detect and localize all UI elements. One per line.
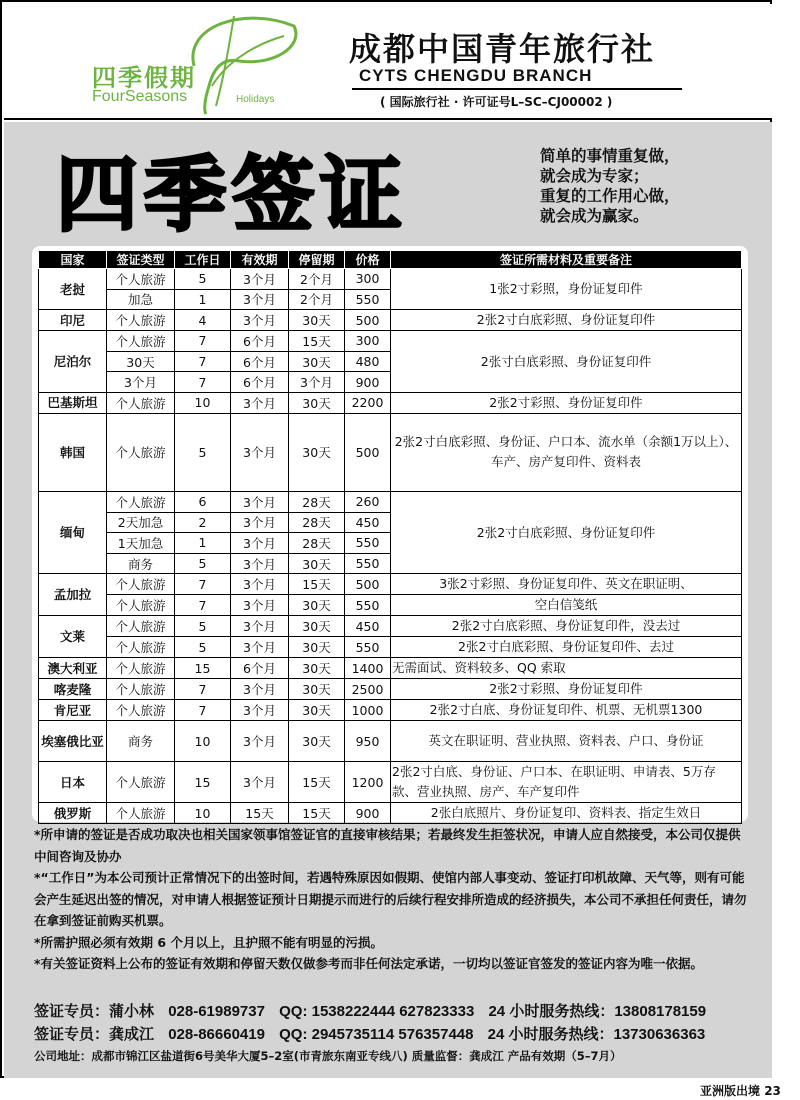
visa-valid-cell: 3个月	[231, 553, 289, 574]
note-item: *“工作日”为本公司预计正常情况下的出签时间，若遇特殊原因如假期、使馆内部人事变动、签证打印机故障、天气等，则有可能会产生延迟出签的情况，对申请人根据签证预计日期提示而进行的后续行程安排所造成的经济损失，本公司不承担任何责任，请勿在拿到签证前购买机票。	[34, 870, 747, 928]
visa-type-cell: 3个月	[107, 372, 175, 393]
contact-hotline[interactable]: 24 小时服务热线：13730636363	[487, 1026, 706, 1043]
visa-type-cell: 个人旅游	[107, 679, 175, 700]
visa-valid-cell: 3个月	[231, 289, 289, 310]
visa-type-cell: 30天	[107, 351, 175, 372]
visa-stay-cell: 30天	[289, 700, 345, 721]
visa-stay-cell: 3个月	[289, 372, 345, 393]
note-item: *所需护照必须有效期 6 个月以上，且护照不能有明显的污损。	[34, 934, 383, 950]
visa-days-cell: 7	[175, 574, 231, 595]
visa-days-cell: 5	[175, 269, 231, 290]
visa-days-cell: 10	[175, 803, 231, 824]
country-cell: 韩国	[39, 413, 107, 491]
visa-stay-cell: 30天	[289, 658, 345, 679]
country-cell: 埃塞俄比亚	[39, 721, 107, 762]
column-header: 价格	[345, 251, 391, 269]
visa-valid-cell: 3个月	[231, 616, 289, 637]
visa-type-cell: 个人旅游	[107, 331, 175, 352]
logo-holidays-text: Holidays	[236, 94, 275, 105]
contact-phone[interactable]: 028-61989737	[168, 1003, 265, 1020]
column-header: 签证所需材料及重要备注	[391, 251, 742, 269]
visa-days-cell: 7	[175, 331, 231, 352]
contact-line	[34, 1023, 750, 1046]
requirements-cell: 2张2寸白底彩照、身份证复印件、去过	[391, 637, 742, 658]
visa-valid-cell: 6个月	[231, 658, 289, 679]
visa-type-cell: 个人旅游	[107, 700, 175, 721]
column-header: 国家	[39, 251, 107, 269]
visa-valid-cell: 3个月	[231, 392, 289, 413]
visa-stay-cell: 28天	[289, 533, 345, 554]
visa-stay-cell: 30天	[289, 310, 345, 331]
table-header-row	[39, 251, 742, 269]
country-cell: 日本	[39, 762, 107, 803]
table-row	[39, 331, 742, 352]
visa-valid-cell: 6个月	[231, 331, 289, 352]
table-row	[39, 637, 742, 658]
visa-price-cell: 260	[345, 491, 391, 512]
visa-price-cell: 500	[345, 310, 391, 331]
column-header: 签证类型	[107, 251, 175, 269]
agency-divider	[352, 88, 682, 90]
table-row	[39, 491, 742, 512]
visa-valid-cell: 3个月	[231, 700, 289, 721]
table-row	[39, 310, 742, 331]
visa-stay-cell: 2个月	[289, 269, 345, 290]
note-item: *所申请的签证是否成功取决也相关国家领事馆签证官的直接审核结果；若最终发生拒签状况，申请人应自然接受，本公司仅提供中间咨询及协办	[34, 827, 741, 864]
visa-price-cell: 900	[345, 372, 391, 393]
visa-valid-cell: 3个月	[231, 512, 289, 533]
visa-price-cell: 550	[345, 637, 391, 658]
visa-valid-cell: 3个月	[231, 595, 289, 616]
table-row	[39, 679, 742, 700]
visa-price-cell: 500	[345, 413, 391, 491]
visa-days-cell: 7	[175, 700, 231, 721]
visa-stay-cell: 30天	[289, 616, 345, 637]
requirements-cell: 3张2寸彩照、身份证复印件、英文在职证明、	[391, 574, 742, 595]
visa-days-cell: 15	[175, 658, 231, 679]
visa-table-body	[39, 269, 742, 824]
contact-person: 签证专员：龚成江	[34, 1026, 155, 1043]
visa-valid-cell: 15天	[231, 803, 289, 824]
requirements-cell: 2张2寸白底彩照、身份证、户口本、流水单（余额1万以上）、车产、房产复印件、资料表	[391, 413, 742, 491]
visa-days-cell: 5	[175, 616, 231, 637]
column-header: 有效期	[231, 251, 289, 269]
visa-type-cell: 2天加急	[107, 512, 175, 533]
visa-type-cell: 个人旅游	[107, 637, 175, 658]
requirements-cell: 2张2寸白底彩照、身份证复印件，没去过	[391, 616, 742, 637]
contact-qq: QQ: 2945735114 576357448	[279, 1026, 474, 1043]
logo-english-text: FourSeasons	[92, 88, 188, 105]
visa-stay-cell: 15天	[289, 803, 345, 824]
visa-stay-cell: 30天	[289, 595, 345, 616]
table-row	[39, 721, 742, 762]
country-cell: 文莱	[39, 616, 107, 658]
table-row	[39, 616, 742, 637]
table-row	[39, 269, 742, 290]
visa-stay-cell: 15天	[289, 762, 345, 803]
country-cell: 印尼	[39, 310, 107, 331]
visa-price-cell: 500	[345, 574, 391, 595]
contact-hotline[interactable]: 24 小时服务热线：13808178159	[488, 1003, 707, 1020]
visa-type-cell: 个人旅游	[107, 392, 175, 413]
country-cell: 肯尼亚	[39, 700, 107, 721]
page-footer	[700, 1082, 781, 1099]
table-row	[39, 392, 742, 413]
visa-type-cell: 加急	[107, 289, 175, 310]
visa-price-cell: 450	[345, 616, 391, 637]
requirements-cell: 2张2寸白底彩照、身份证复印件	[391, 491, 742, 573]
slogan-line: 简单的事情重复做，	[540, 146, 680, 165]
requirements-cell: 2张2寸白底彩照、身份证复印件	[391, 310, 742, 331]
visa-type-cell: 个人旅游	[107, 310, 175, 331]
slogan-line: 就会成为赢家。	[540, 206, 649, 225]
visa-valid-cell: 3个月	[231, 721, 289, 762]
logo-chinese-text: 四季假期	[92, 64, 196, 92]
visa-stay-cell: 15天	[289, 574, 345, 595]
visa-type-cell: 个人旅游	[107, 269, 175, 290]
table-row	[39, 762, 742, 803]
visa-price-cell: 480	[345, 351, 391, 372]
visa-table-panel	[32, 246, 748, 822]
table-row	[39, 574, 742, 595]
requirements-cell: 2张2寸彩照、身份证复印件	[391, 392, 742, 413]
requirements-cell: 2张2寸彩照、身份证复印件	[391, 679, 742, 700]
requirements-cell: 2张2寸白底、身份证、户口本、在职证明、申请表、5万存款、营业执照、房产、车产复印件	[391, 762, 742, 803]
visa-price-cell: 1000	[345, 700, 391, 721]
visa-type-cell: 商务	[107, 721, 175, 762]
visa-valid-cell: 6个月	[231, 351, 289, 372]
requirements-cell: 2张寸白底彩照、身份证复印件	[391, 331, 742, 393]
header	[4, 4, 772, 120]
visa-stay-cell: 2个月	[289, 289, 345, 310]
country-cell: 俄罗斯	[39, 803, 107, 824]
visa-stay-cell: 30天	[289, 392, 345, 413]
visa-valid-cell: 6个月	[231, 372, 289, 393]
column-header: 工作日	[175, 251, 231, 269]
disclaimer-notes	[34, 824, 750, 975]
visa-price-cell: 2500	[345, 679, 391, 700]
page-number: 23	[764, 1084, 781, 1098]
contact-qq: QQ: 1538222444 627823333	[279, 1003, 475, 1020]
visa-type-cell: 个人旅游	[107, 616, 175, 637]
visa-days-cell: 4	[175, 310, 231, 331]
visa-price-cell: 550	[345, 533, 391, 554]
visa-valid-cell: 3个月	[231, 533, 289, 554]
visa-days-cell: 15	[175, 762, 231, 803]
visa-type-cell: 个人旅游	[107, 803, 175, 824]
visa-days-cell: 7	[175, 351, 231, 372]
visa-days-cell: 10	[175, 721, 231, 762]
contact-phone[interactable]: 028-86660419	[168, 1026, 265, 1043]
slogan-line: 就会成为专家；	[540, 166, 649, 185]
visa-table	[38, 250, 742, 824]
visa-type-cell: 个人旅游	[107, 658, 175, 679]
table-row	[39, 595, 742, 616]
visa-stay-cell: 30天	[289, 351, 345, 372]
slogan-line: 重复的工作用心做，	[540, 186, 680, 205]
visa-valid-cell: 3个月	[231, 679, 289, 700]
country-cell: 尼泊尔	[39, 331, 107, 393]
country-cell: 孟加拉	[39, 574, 107, 616]
visa-valid-cell: 3个月	[231, 637, 289, 658]
country-cell: 喀麦隆	[39, 679, 107, 700]
visa-price-cell: 550	[345, 289, 391, 310]
table-row	[39, 658, 742, 679]
table-row	[39, 803, 742, 824]
visa-valid-cell: 3个月	[231, 310, 289, 331]
visa-stay-cell: 30天	[289, 637, 345, 658]
visa-price-cell: 550	[345, 553, 391, 574]
note-item: *有关签证资料上公布的签证有效期和停留天数仅做参考而非任何法定承诺，一切均以签证官签发的签证内容为唯一依据。	[34, 956, 704, 971]
column-header: 停留期	[289, 251, 345, 269]
visa-price-cell: 950	[345, 721, 391, 762]
visa-type-cell: 个人旅游	[107, 762, 175, 803]
visa-price-cell: 1200	[345, 762, 391, 803]
country-cell: 澳大利亚	[39, 658, 107, 679]
visa-days-cell: 5	[175, 553, 231, 574]
visa-stay-cell: 30天	[289, 721, 345, 762]
table-row	[39, 700, 742, 721]
visa-days-cell: 5	[175, 637, 231, 658]
visa-type-cell: 个人旅游	[107, 574, 175, 595]
slogan	[540, 146, 680, 226]
visa-stay-cell: 30天	[289, 679, 345, 700]
visa-valid-cell: 3个月	[231, 413, 289, 491]
footer-section: 亚洲版出境	[700, 1084, 761, 1098]
visa-stay-cell: 30天	[289, 553, 345, 574]
requirements-cell: 无需面试、资料较多、QQ 索取	[391, 658, 742, 679]
country-cell: 巴基斯坦	[39, 392, 107, 413]
agency-name-chinese: 成都中国青年旅行社	[349, 30, 656, 68]
requirements-cell: 2张2寸白底、身份证复印件、机票、无机票1300	[391, 700, 742, 721]
visa-valid-cell: 3个月	[231, 491, 289, 512]
visa-stay-cell: 28天	[289, 512, 345, 533]
license-number: ( 国际旅行社 · 许可证号L–SC–CJ00002 )	[380, 95, 613, 109]
requirements-cell: 英文在职证明、营业执照、资料表、户口、身份证	[391, 721, 742, 762]
visa-price-cell: 2200	[345, 392, 391, 413]
page-title: 四季签证	[56, 148, 409, 243]
visa-price-cell: 900	[345, 803, 391, 824]
country-cell: 缅甸	[39, 491, 107, 573]
visa-days-cell: 7	[175, 372, 231, 393]
visa-days-cell: 2	[175, 512, 231, 533]
visa-type-cell: 个人旅游	[107, 413, 175, 491]
visa-days-cell: 5	[175, 413, 231, 491]
contact-line	[34, 1000, 750, 1023]
visa-price-cell: 450	[345, 512, 391, 533]
visa-price-cell: 300	[345, 269, 391, 290]
visa-stay-cell: 15天	[289, 331, 345, 352]
visa-days-cell: 7	[175, 679, 231, 700]
visa-type-cell: 个人旅游	[107, 595, 175, 616]
visa-valid-cell: 3个月	[231, 762, 289, 803]
contact-person: 签证专员：蒲小林	[34, 1003, 155, 1020]
visa-valid-cell: 3个月	[231, 574, 289, 595]
visa-price-cell: 550	[345, 595, 391, 616]
country-cell: 老挝	[39, 269, 107, 310]
visa-price-cell: 300	[345, 331, 391, 352]
visa-type-cell: 个人旅游	[107, 491, 175, 512]
agency-name-english: CYTS CHENGDU BRANCH	[359, 66, 593, 85]
visa-days-cell: 6	[175, 491, 231, 512]
visa-type-cell: 商务	[107, 553, 175, 574]
visa-days-cell: 10	[175, 392, 231, 413]
company-address: 公司地址：成都市锦江区盐道街6号美华大厦5–2室(市青旅东南亚专线八) 质量监督：龚成江 产品有效期（5–7月）	[34, 1049, 622, 1063]
contacts-section	[34, 1000, 750, 1066]
visa-stay-cell: 28天	[289, 491, 345, 512]
requirements-cell: 空白信笺纸	[391, 595, 742, 616]
table-row	[39, 413, 742, 491]
visa-type-cell: 1天加急	[107, 533, 175, 554]
visa-days-cell: 1	[175, 289, 231, 310]
visa-price-cell: 1400	[345, 658, 391, 679]
main-panel	[4, 122, 772, 1078]
visa-days-cell: 1	[175, 533, 231, 554]
visa-days-cell: 7	[175, 595, 231, 616]
visa-valid-cell: 3个月	[231, 269, 289, 290]
visa-stay-cell: 30天	[289, 413, 345, 491]
requirements-cell: 2张白底照片、身份证复印、资料表、指定生效日	[391, 803, 742, 824]
requirements-cell: 1张2寸彩照，身份证复印件	[391, 269, 742, 310]
